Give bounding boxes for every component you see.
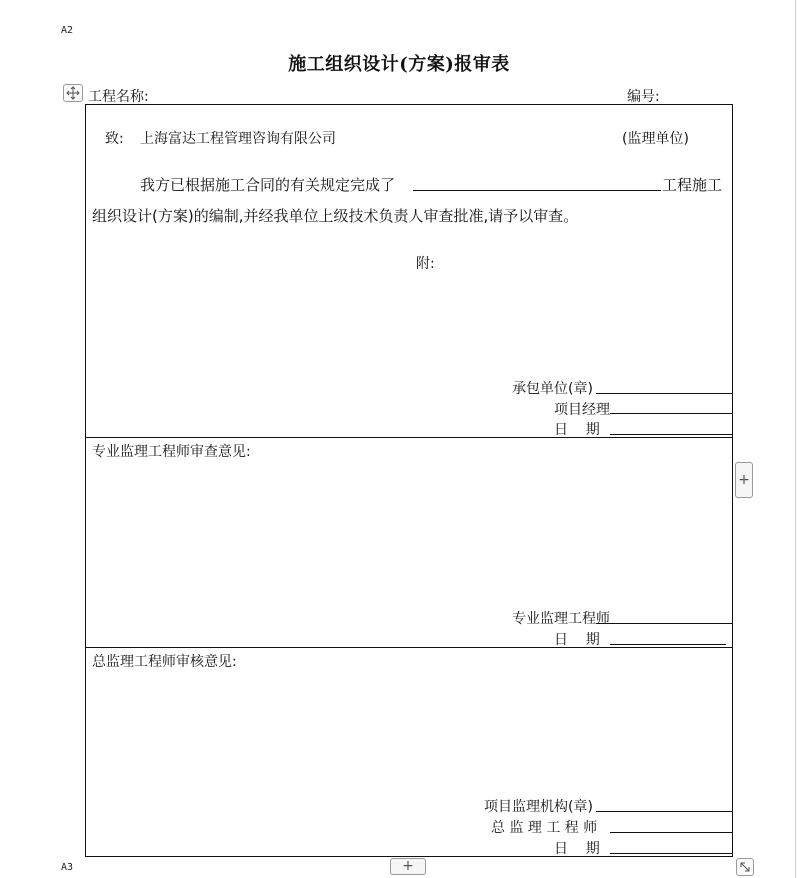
- date-label-1: 日 期: [554, 422, 600, 438]
- chief-engineer-line: [610, 832, 733, 833]
- date-label-2: 日 期: [554, 632, 600, 648]
- contractor-sign-line: [596, 393, 733, 394]
- date-line-3: [610, 853, 733, 854]
- document-title: 施工组织设计(方案)报审表: [288, 54, 510, 75]
- table-resize-handle[interactable]: [736, 858, 754, 876]
- chief-review-heading: 总监理工程师审核意见:: [92, 654, 237, 670]
- project-manager-line: [610, 413, 733, 414]
- engineer-review-heading: 专业监理工程师审查意见:: [92, 444, 251, 460]
- addressee-label: 致:: [105, 131, 124, 147]
- resize-icon: [739, 861, 751, 873]
- engineer-sign-line: [596, 623, 733, 624]
- project-manager-label: 项目经理: [554, 402, 610, 418]
- contractor-sign-label: 承包单位(章): [512, 381, 593, 397]
- request-text-end: 工程施工: [662, 176, 723, 194]
- request-text-start: 我方已根据施工合同的有关规定完成了: [140, 176, 396, 194]
- engineer-sign-label: 专业监理工程师: [512, 611, 610, 627]
- add-row-button[interactable]: +: [390, 858, 426, 875]
- project-name-label: 工程名称:: [88, 89, 149, 105]
- row-divider-2: [85, 647, 733, 648]
- supervision-org-label: 项目监理机构(章): [484, 799, 593, 815]
- table-move-handle[interactable]: [63, 84, 83, 102]
- addressee-unit: (监理单位): [622, 131, 689, 147]
- add-column-button[interactable]: +: [735, 462, 753, 498]
- number-label: 编号:: [627, 89, 660, 105]
- page-label-top: A2: [61, 25, 74, 36]
- date-line-1: [610, 434, 733, 435]
- supervision-org-line: [596, 811, 733, 812]
- move-icon: [66, 86, 80, 100]
- attachment-label: 附:: [416, 256, 435, 272]
- page-label-bottom: A3: [61, 862, 74, 873]
- addressee-value: 上海富达工程管理咨询有限公司: [140, 131, 336, 147]
- chief-engineer-label: 总 监 理 工 程 师: [491, 820, 598, 836]
- row-divider-1: [85, 437, 733, 438]
- date-label-3: 日 期: [554, 841, 600, 857]
- request-text-line2: 组织设计(方案)的编制,并经我单位上级技术负责人审查批准,请予以审查。: [92, 207, 579, 225]
- page-edge: [795, 0, 796, 878]
- project-blank: [413, 190, 661, 191]
- date-line-2: [610, 644, 726, 645]
